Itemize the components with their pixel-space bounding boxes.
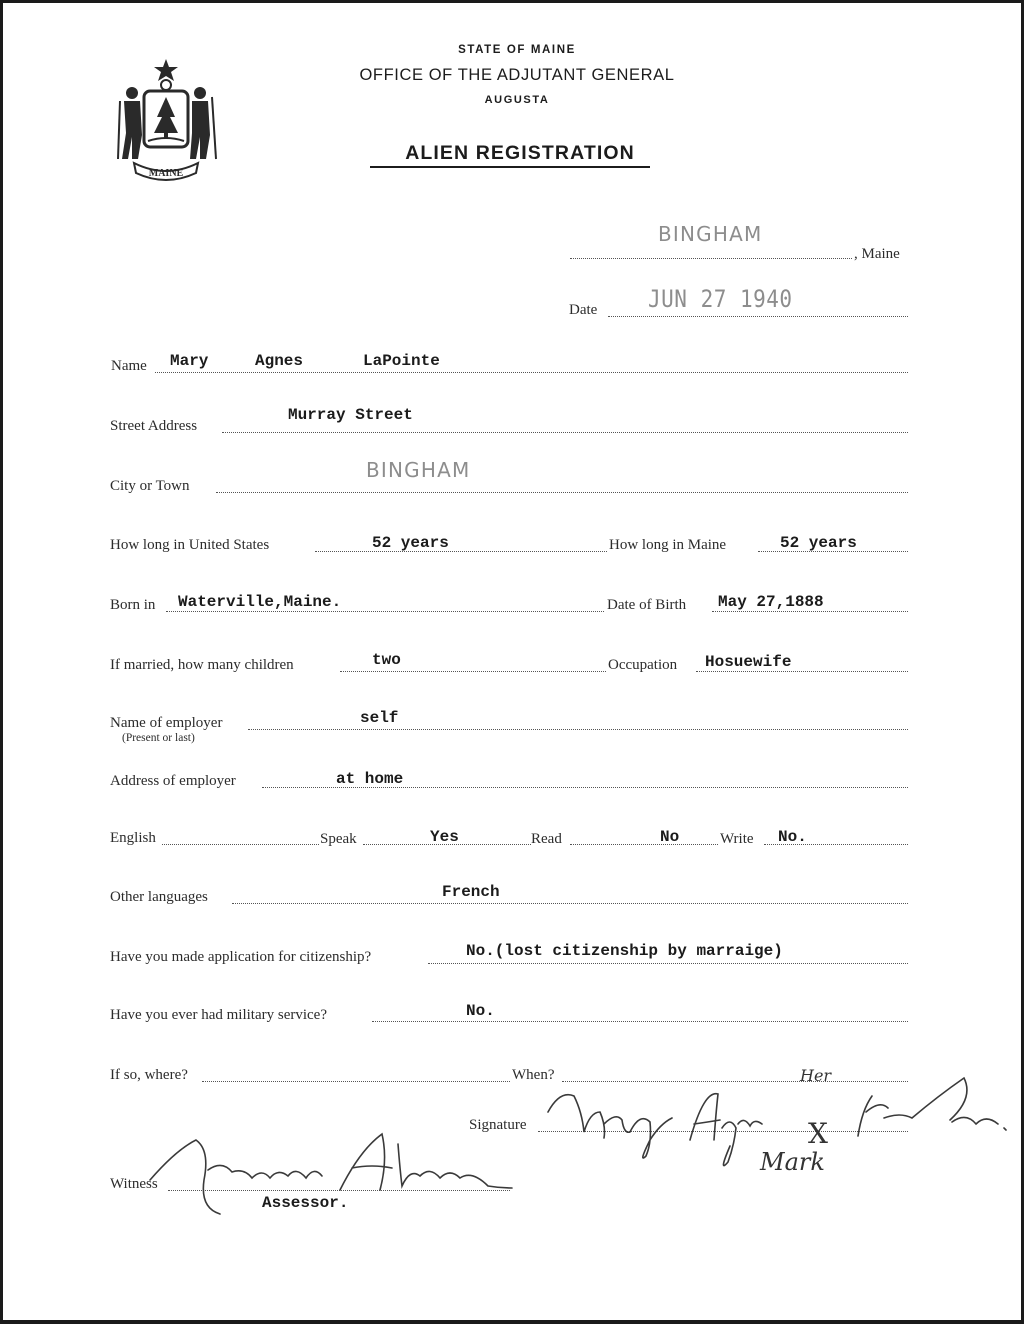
- date-stamp: JUN 27 1940: [648, 285, 793, 313]
- header-state: STATE OF MAINE: [458, 44, 576, 56]
- street-value: Murray Street: [288, 406, 413, 424]
- write-label: Write: [720, 831, 754, 847]
- form-title: ALIEN REGISTRATION: [405, 142, 635, 164]
- employer-label: Name of employer: [110, 715, 223, 731]
- witness-line: [168, 1190, 510, 1191]
- signature-line: [538, 1131, 908, 1132]
- read-line: [570, 844, 718, 845]
- maine-label: , Maine: [854, 246, 900, 262]
- street-line: [222, 432, 908, 433]
- employer-value: self: [360, 709, 399, 727]
- us-time-value: 52 years: [372, 534, 449, 552]
- us-time-line: [315, 551, 607, 552]
- english-line: [162, 844, 319, 845]
- born-line: [166, 611, 604, 612]
- scan-border-top: [0, 0, 1024, 3]
- signature-x-mark: X: [808, 1117, 828, 1150]
- employer-sublabel: (Present or last): [122, 732, 195, 744]
- occupation-line: [696, 671, 908, 672]
- town-line: [570, 258, 852, 259]
- maine-time-value: 52 years: [780, 534, 857, 552]
- citizenship-value: No.(lost citizenship by marraige): [466, 942, 783, 960]
- occupation-label: Occupation: [608, 657, 678, 673]
- speak-value: Yes: [430, 828, 459, 846]
- header-office: OFFICE OF THE ADJUTANT GENERAL: [359, 66, 675, 84]
- speak-label: Speak: [320, 831, 357, 847]
- read-label: Read: [531, 831, 562, 847]
- where-line: [202, 1081, 510, 1082]
- write-value: No.: [778, 828, 807, 846]
- when-line: [562, 1081, 908, 1082]
- name-first: Mary: [170, 352, 209, 370]
- employer-address-value: at home: [336, 770, 404, 788]
- dob-value: May 27,1888: [718, 593, 824, 611]
- scan-border-left: [0, 0, 3, 1324]
- citizenship-line: [428, 963, 908, 964]
- born-label: Born in: [110, 597, 156, 613]
- children-value: two: [372, 651, 401, 669]
- military-label: Have you ever had military service?: [110, 1007, 327, 1023]
- header-city: AUGUSTA: [484, 94, 550, 106]
- other-languages-line: [232, 903, 908, 904]
- city-line: [216, 492, 908, 493]
- born-value: Waterville,Maine.: [178, 593, 342, 611]
- dob-label: Date of Birth: [607, 597, 687, 613]
- where-label: If so, where?: [110, 1067, 188, 1083]
- city-stamp: BINGHAM: [366, 458, 471, 482]
- dob-line: [712, 611, 908, 612]
- citizenship-label: Have you made application for citizenship?: [110, 949, 372, 965]
- signature-label: Signature: [469, 1117, 527, 1133]
- date-label: Date: [569, 302, 598, 318]
- city-label: City or Town: [110, 478, 190, 494]
- witness-title: Assessor.: [262, 1194, 349, 1212]
- town-stamp: BINGHAM: [658, 222, 763, 246]
- military-line: [372, 1021, 908, 1022]
- maine-time-label: How long in Maine: [609, 537, 727, 553]
- other-languages-label: Other languages: [110, 889, 208, 905]
- date-line: [608, 316, 908, 317]
- signature-her-label: Her: [800, 1066, 832, 1085]
- english-label: English: [110, 830, 156, 846]
- us-time-label: How long in United States: [110, 537, 270, 553]
- name-middle: Agnes: [255, 352, 304, 370]
- seal-text: MAINE: [148, 168, 184, 179]
- title-underline: [370, 166, 650, 168]
- scan-border-bottom: [0, 1320, 1024, 1324]
- name-label: Name: [111, 358, 147, 374]
- children-line: [340, 671, 606, 672]
- other-languages-value: French: [442, 883, 500, 901]
- employer-line: [248, 729, 908, 730]
- street-label: Street Address: [110, 418, 198, 434]
- signature-mark-label: Mark: [760, 1148, 825, 1176]
- witness-label: Witness: [110, 1176, 158, 1192]
- read-value: No: [660, 828, 680, 846]
- name-last: LaPointe: [363, 352, 440, 370]
- children-label: If married, how many children: [110, 657, 294, 673]
- occupation-value: Hosuewife: [705, 653, 792, 671]
- name-line: [155, 372, 908, 373]
- when-label: When?: [512, 1067, 555, 1083]
- employer-address-label: Address of employer: [110, 773, 236, 789]
- military-value: No.: [466, 1002, 495, 1020]
